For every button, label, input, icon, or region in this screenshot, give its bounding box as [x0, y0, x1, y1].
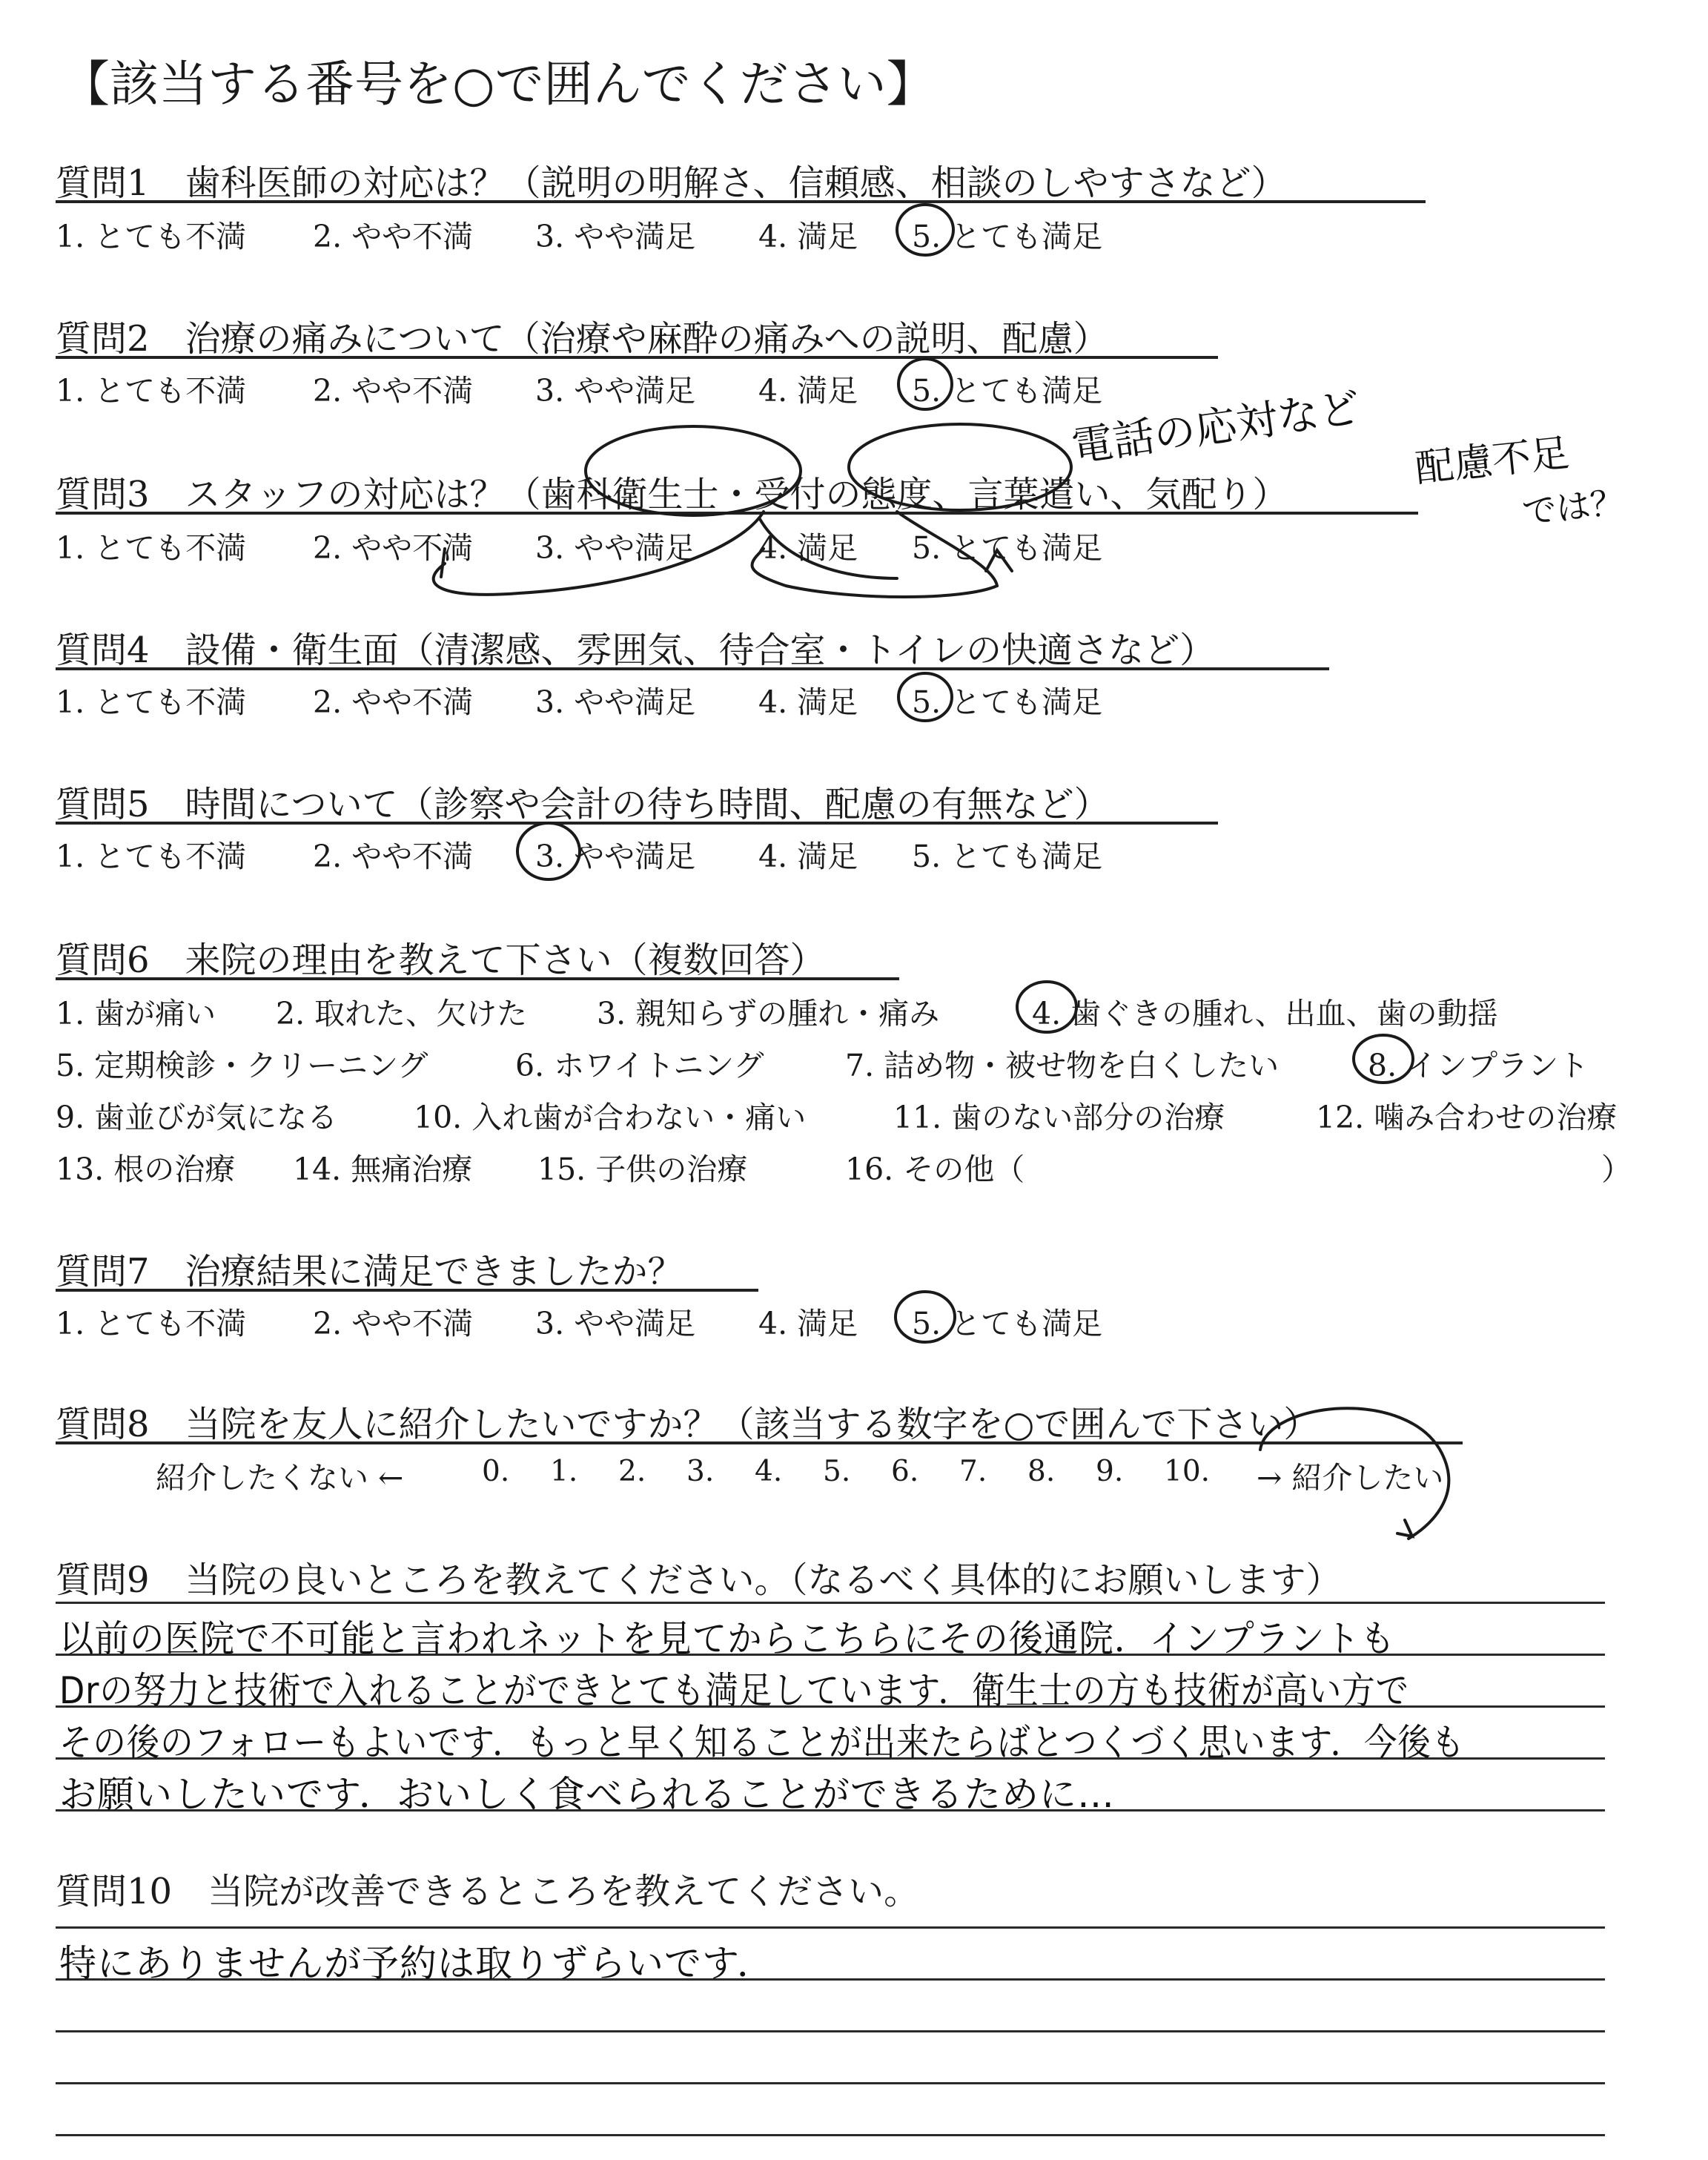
- question-5-option-5[interactable]: 5. とても満足: [912, 839, 1103, 874]
- q8-scale-0[interactable]: 0.: [482, 1455, 510, 1488]
- question-3-option-4[interactable]: 4. 満足: [758, 530, 858, 566]
- question-7-option-3[interactable]: 3. やや満足: [535, 1306, 696, 1341]
- question-6-underline: [56, 977, 899, 980]
- question-1-option-5[interactable]: 5. とても満足: [912, 219, 1103, 254]
- q6-option-3[interactable]: 3. 親知らずの腫れ・痛み: [597, 996, 940, 1031]
- q8-scale-9[interactable]: 9.: [1096, 1455, 1124, 1488]
- q10-answer-rule-4: [56, 2082, 1605, 2084]
- q9-answer-line-2: Drの努力と技術で入れることができとても満足しています．衛生士の方も技術が高い方で: [59, 1669, 1409, 1712]
- question-4-option-2[interactable]: 2. やや不満: [313, 684, 474, 720]
- q6-option-9[interactable]: 9. 歯並びが気になる: [56, 1100, 338, 1135]
- q8-scale-2[interactable]: 2.: [618, 1455, 646, 1488]
- q8-scale-3[interactable]: 3.: [686, 1455, 715, 1488]
- question-3-option-5[interactable]: 5. とても満足: [912, 530, 1103, 566]
- question-5-option-2[interactable]: 2. やや不満: [313, 839, 474, 874]
- question-4-underline: [56, 667, 1329, 670]
- question-5-option-3[interactable]: 3. やや満足: [535, 839, 696, 874]
- q6-option-10[interactable]: 10. 入れ歯が合わない・痛い: [414, 1100, 807, 1135]
- q9-answer-line-4: お願いしたいです．おいしく食べられることができるために…: [59, 1773, 1115, 1816]
- instruction-header: 【該当する番号を○で囲んでください】: [61, 56, 936, 113]
- q9-answer-rule-1: [56, 1602, 1605, 1604]
- q6-other-close: ）: [1601, 1152, 1632, 1187]
- q6-option-6[interactable]: 6. ホワイトニング: [515, 1048, 764, 1083]
- question-2-option-3[interactable]: 3. やや満足: [535, 373, 696, 409]
- question-3-underline: [56, 512, 1418, 515]
- q8-scale-4[interactable]: 4.: [755, 1455, 783, 1488]
- question-1-underline: [56, 200, 1426, 203]
- question-8-title: 質問8 当院を友人に紹介したいですか？（該当する数字を○で囲んで下さい）: [56, 1404, 1320, 1445]
- handwritten-note-line-3: では？: [1520, 481, 1626, 532]
- question-9-title: 質問9 当院の良いところを教えてください。（なるべく具体的にお願いします）: [56, 1559, 1342, 1601]
- question-3-option-2[interactable]: 2. やや不満: [313, 530, 474, 566]
- q9-answer-line-3: その後のフォローもよいです．もっと早く知ることが出来たらばとつくづく思います．今後も: [59, 1721, 1466, 1764]
- q9-answer-line-1: 以前の医院で不可能と言われネットを見てからこちらにその後通院．インプラントも: [59, 1617, 1396, 1660]
- q6-option-13[interactable]: 13. 根の治療: [56, 1152, 236, 1187]
- question-7-title: 質問7 治療結果に満足できましたか？: [56, 1251, 683, 1292]
- q8-right-label[interactable]: → 紹介したい: [1257, 1460, 1444, 1496]
- question-1-option-3[interactable]: 3. やや満足: [535, 219, 696, 254]
- question-7-option-4[interactable]: 4. 満足: [758, 1306, 858, 1341]
- question-7-option-5[interactable]: 5. とても満足: [912, 1306, 1103, 1341]
- q8-scale-8[interactable]: 8.: [1027, 1455, 1056, 1488]
- question-7-option-1[interactable]: 1. とても不満: [56, 1306, 247, 1341]
- question-4-option-3[interactable]: 3. やや満足: [535, 684, 696, 720]
- question-5-option-4[interactable]: 4. 満足: [758, 839, 858, 874]
- question-4-option-1[interactable]: 1. とても不満: [56, 684, 247, 720]
- q6-option-7[interactable]: 7. 詰め物・被せ物を白くしたい: [845, 1048, 1280, 1083]
- q8-scale-1[interactable]: 1.: [550, 1455, 578, 1488]
- question-4-option-4[interactable]: 4. 満足: [758, 684, 858, 720]
- question-7-underline: [56, 1289, 758, 1292]
- question-1-option-2[interactable]: 2. やや不満: [313, 219, 474, 254]
- question-5-option-1[interactable]: 1. とても不満: [56, 839, 247, 874]
- q10-answer-rule-5: [56, 2134, 1605, 2136]
- q8-scale-7[interactable]: 7.: [959, 1455, 987, 1488]
- q8-left-label: 紹介したくない ←: [156, 1460, 404, 1496]
- question-10-title: 質問10 当院が改善できるところを教えてください。: [56, 1871, 920, 1912]
- question-2-option-5[interactable]: 5. とても満足: [912, 373, 1103, 409]
- question-2-title: 質問2 治療の痛みについて（治療や麻酔の痛みへの説明、配慮）: [56, 318, 1109, 360]
- question-6-title: 質問6 来院の理由を教えて下さい（複数回答）: [56, 939, 826, 981]
- question-1-option-4[interactable]: 4. 満足: [758, 219, 858, 254]
- question-3-option-1[interactable]: 1. とても不満: [56, 530, 247, 566]
- question-1-option-1[interactable]: 1. とても不満: [56, 219, 247, 254]
- question-3-title: 質問3 スタッフの対応は？（歯科衛生士・受付の態度、言葉遣い、気配り）: [56, 474, 1288, 515]
- question-2-underline: [56, 356, 1218, 359]
- q6-option-1[interactable]: 1. 歯が痛い: [56, 996, 216, 1031]
- q8-scale-6[interactable]: 6.: [891, 1455, 919, 1488]
- question-5-title: 質問5 時間について（診察や会計の待ち時間、配慮の有無など）: [56, 784, 1110, 825]
- question-1-title: 質問1 歯科医師の対応は？（説明の明解さ、信頼感、相談のしやすさなど）: [56, 162, 1287, 204]
- q10-answer-rule-3: [56, 2030, 1605, 2032]
- q6-option-4[interactable]: 4. 歯ぐきの腫れ、出血、歯の動揺: [1032, 996, 1498, 1031]
- question-4-option-5[interactable]: 5. とても満足: [912, 684, 1103, 720]
- question-3-option-3[interactable]: 3. やや満足: [535, 530, 696, 566]
- q6-option-15[interactable]: 15. 子供の治療: [537, 1152, 748, 1187]
- q8-circle-arrowhead: [1397, 1520, 1412, 1536]
- q6-option-2[interactable]: 2. 取れた、欠けた: [276, 996, 528, 1031]
- question-5-underline: [56, 822, 1218, 825]
- handwritten-note-line-1: 電話の応対など: [1068, 383, 1363, 472]
- q6-option-5[interactable]: 5. 定期検診・クリーニング: [56, 1048, 428, 1083]
- question-2-option-4[interactable]: 4. 満足: [758, 373, 858, 409]
- question-8-underline: [56, 1441, 1463, 1444]
- q8-scale-5[interactable]: 5.: [823, 1455, 851, 1488]
- question-2-option-1[interactable]: 1. とても不満: [56, 373, 247, 409]
- q6-option-12[interactable]: 12. 噛み合わせの治療: [1316, 1100, 1618, 1135]
- q6-option-14[interactable]: 14. 無痛治療: [293, 1152, 473, 1187]
- handwritten-note-line-2: 配慮不足: [1413, 431, 1572, 492]
- q6-option-11[interactable]: 11. 歯のない部分の治療: [893, 1100, 1225, 1135]
- question-7-option-2[interactable]: 2. やや不満: [313, 1306, 474, 1341]
- q8-scale-10[interactable]: 10.: [1164, 1455, 1211, 1488]
- question-2-option-2[interactable]: 2. やや不満: [313, 373, 474, 409]
- q6-option-8[interactable]: 8. インプラント: [1368, 1048, 1589, 1083]
- q10-answer-line-1: 特にありませんが予約は取りずらいです．: [59, 1942, 775, 1985]
- question-4-title: 質問4 設備・衛生面（清潔感、雰囲気、待合室・トイレの快適さなど）: [56, 630, 1216, 671]
- q10-answer-rule-1: [56, 1926, 1605, 1929]
- q6-option-16[interactable]: 16. その他（: [845, 1152, 1025, 1187]
